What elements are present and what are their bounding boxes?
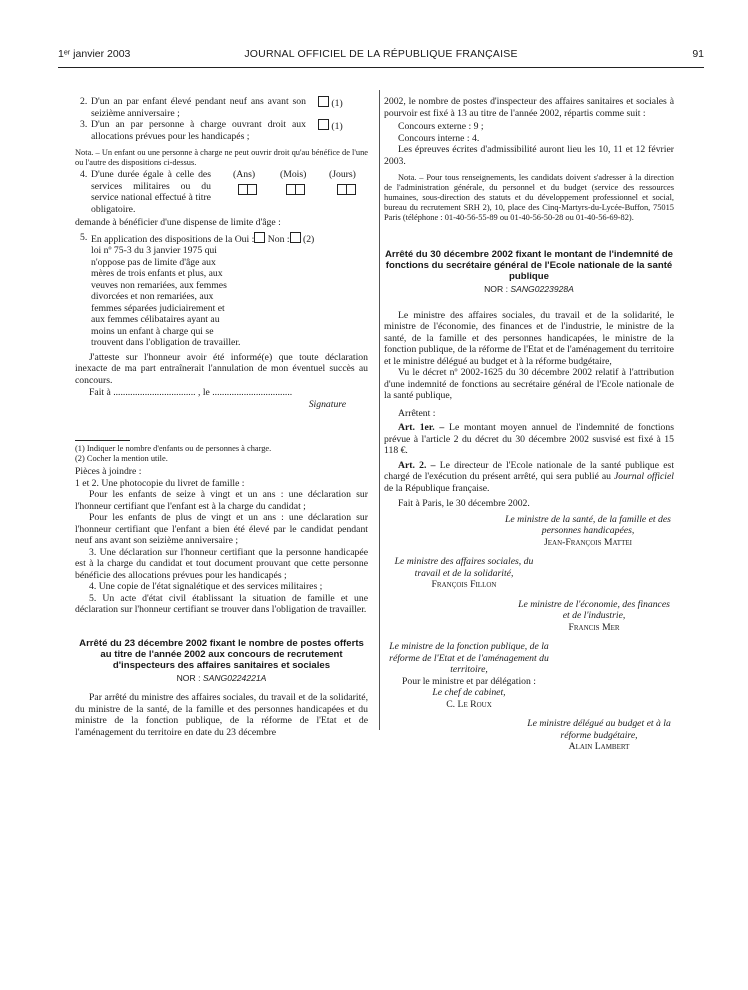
signatory-name: C. Le Roux bbox=[446, 698, 492, 710]
header-page-number: 91 bbox=[692, 48, 704, 60]
article-text: Le directeur de l'Ecole nationale de la santé publique est chargé de l'exécution du présent arrêté, qui sera publié au bbox=[384, 459, 675, 482]
pieces-title: Pièces à joindre : bbox=[75, 466, 142, 477]
signature-label: Signature bbox=[308, 398, 346, 410]
visa-decret: Vu le décret nº 2002-1625 du 30 décembre 2002 relatif à l'attribution d'une indemnité de fonctions au secrétaire général de l'Ecole nationale de la santé publique, bbox=[384, 367, 674, 401]
form-item-4 bbox=[75, 169, 368, 217]
article-text: de la République française. bbox=[384, 482, 490, 494]
fait-a-line: Fait à .................................. , le ................................. bbox=[89, 387, 293, 398]
arrete-title: Arrêté du 23 décembre 2002 fixant le nombre de postes offerts au titre de l'année 2002 aux concours de recrutement d'inspecteurs des affaires sanitaires et sociales bbox=[79, 637, 364, 671]
item-text: D'un an par enfant élevé pendant neuf ans avant son seizième anniversaire ; bbox=[91, 96, 306, 119]
non-checkbox[interactable] bbox=[290, 232, 301, 243]
article-2 bbox=[384, 460, 674, 495]
oui-checkbox[interactable] bbox=[254, 232, 265, 243]
header-journal-title: JOURNAL OFFICIEL DE LA RÉPUBLIQUE FRANÇAISE bbox=[244, 48, 518, 60]
column-divider bbox=[379, 90, 380, 730]
checkbox[interactable] bbox=[318, 96, 329, 107]
item-number: 2. bbox=[80, 96, 88, 107]
signature-block-2 bbox=[384, 556, 544, 591]
nor-code: SANG0223928A bbox=[510, 284, 574, 294]
footnote-rule bbox=[75, 440, 130, 441]
signatory-title: Le ministre de la santé, de la famille et des personnes handicapées, bbox=[505, 513, 671, 536]
footnote-2: (2) Cocher la mention utile. bbox=[75, 454, 168, 463]
signatory-title: Le ministre des affaires sociales, du travail et de la solidarité, bbox=[394, 556, 534, 579]
piece-item: Pour les enfants de plus de vingt et un ans : une déclaration sur l'honneur certifiant que l'enfant a bien été élevé par le candidat pendant neuf ans avant son seizième anniversaire ; bbox=[75, 512, 368, 546]
nota-left: Nota. – Un enfant ou une personne à charge ne peut ouvrir droit qu'au bénéfice de l'une ou l'autre des dispositions ci-dessus. bbox=[75, 148, 368, 167]
item-number: 5. bbox=[80, 231, 88, 243]
article-text: Le montant moyen annuel de l'indemnité de fonctions prévue à l'article 2 du décret du 30 décembre 2002 susvisé est fixé à 15 118 €. bbox=[384, 422, 675, 456]
nor-reference bbox=[384, 284, 674, 296]
arretent: Arrêtent : bbox=[398, 407, 436, 419]
item5-head-line bbox=[91, 232, 368, 246]
piece-item: 4. Une copie de l'état signalétique et des services militaires ; bbox=[89, 581, 323, 592]
signatory-name: François Fillon bbox=[431, 579, 497, 590]
checkbox[interactable] bbox=[318, 119, 329, 130]
journal-officiel-ref: Journal officiel bbox=[613, 471, 674, 482]
nota-right: Nota. – Pour tous renseignements, les candidats doivent s'adresser à la direction de l'administration générale, du personnel et du budget (service des ressources humaines, sous-direction des statuts et du développement professionnel et social, bureau du recrutement SRH 2), 10, place des Cinq-Martyrs-du-Lycée-Buffon, 75015 Paris (téléphone : 01-40-56-55-89 ou 01-40-56-50-28 ou 01-40-56-69-82). bbox=[384, 173, 674, 222]
right-column bbox=[384, 96, 674, 753]
form-item-3 bbox=[75, 119, 368, 142]
footnote-1: (1) Indiquer le nombre d'enfants ou de personnes à charge. bbox=[75, 444, 272, 453]
signature-block-4 bbox=[384, 641, 554, 710]
header-rule bbox=[58, 67, 704, 68]
footnote-mark: (2) bbox=[302, 233, 315, 245]
piece-item: 3. Une déclaration sur l'honneur certifiant que la personne handicapée est à la charge du candidat et tout document prouvant que cette personne bénéficie des allocations prévues pour les handicapés ; bbox=[75, 546, 368, 581]
running-header bbox=[58, 48, 704, 64]
item5-head: En application des dispositions de la bbox=[91, 233, 233, 245]
signatory-name: Jean-François Mattei bbox=[544, 536, 632, 548]
left-column bbox=[75, 96, 368, 738]
footnote-mark: (1) bbox=[331, 121, 343, 132]
demande-text: demande à bénéficier d'une dispense de limite d'âge : bbox=[75, 217, 281, 228]
nor-code: SANG0224221A bbox=[202, 672, 267, 683]
signature-block-3 bbox=[514, 599, 674, 634]
fait-a-paris: Fait à Paris, le 30 décembre 2002. bbox=[398, 498, 530, 509]
signatory-title: Le ministre de la fonction publique, de la réforme de l'Etat et de l'aménagement du territoire, bbox=[389, 641, 549, 675]
article-label: Art. 1er. – bbox=[398, 422, 445, 433]
piece-item: 5. Un acte d'état civil établissant la situation de famille et une déclaration sur l'honneur certifiant se trouver dans l'obligation de travailler. bbox=[75, 592, 368, 615]
visa-ministres: Le ministre des affaires sociales, du travail et de la solidarité, le ministre de l'économie, des finances et de l'industrie, le ministre de la santé, de la famille et des personnes handicapées, le ministre de la fonction publique, de la réforme de l'Etat et de l'aménagement du territoire et le ministre délégué au budget et à la réforme budgétaire, bbox=[384, 309, 674, 367]
header-date: 1ᵉʳ janvier 2003 bbox=[58, 48, 131, 60]
piece-item: 1 et 2. Une photocopie du livret de famille : bbox=[75, 477, 245, 489]
signatory-title: Le ministre délégué au budget et à la réforme budgétaire, bbox=[527, 718, 671, 741]
concours-externe: Concours externe : 9 ; bbox=[398, 121, 484, 132]
item5-text: loi nº 75-3 du 3 janvier 1975 qui n'oppose pas de limite d'âge aux mères de trois enfants et plus, aux veuves non remariées, aux femmes divorcées et non remariées, aux femmes séparées judiciairement et aux femmes célibataires ayant au moins un enfant à charge qui se trouvent dans l'obligation de travailler. bbox=[91, 245, 241, 348]
signatory-role: Le chef de cabinet, bbox=[432, 687, 506, 698]
item-number: 3. bbox=[80, 119, 88, 130]
article-1 bbox=[384, 422, 674, 457]
concours-interne: Concours interne : 4. bbox=[398, 132, 480, 144]
form-item-5 bbox=[75, 232, 368, 349]
arrete-continuation: 2002, le nombre de postes d'inspecteur des affaires sanitaires et sociales à pourvoir est fixé à 13 au titre de l'année 2002, répartis comme suit : bbox=[384, 96, 674, 119]
signatory-name: Francis Mer bbox=[568, 621, 620, 633]
nor-reference bbox=[75, 673, 368, 685]
oui-label: Oui : bbox=[234, 233, 255, 245]
signatory-title: Le ministre de l'économie, des finances et de l'industrie, bbox=[518, 598, 670, 621]
form-item-2 bbox=[75, 96, 368, 119]
attestation: J'atteste sur l'honneur avoir été informé(e) que toute déclaration inexacte de ma part entraînerait l'annulation de mon éventuel succès au concours. bbox=[75, 351, 368, 386]
signature-block-1 bbox=[502, 514, 674, 549]
nor-label: NOR : bbox=[176, 672, 201, 683]
epreuves-dates: Les épreuves écrites d'admissibilité auront lieu les 10, 11 et 12 février 2003. bbox=[384, 144, 674, 167]
signatory-name: Alain Lambert bbox=[568, 741, 630, 752]
arrete-body: Par arrêté du ministre des affaires sociales, du travail et de la solidarité, du ministre de la santé, de la famille et des personnes handicapées et du ministre de la fonction publique, de la réforme de l'Etat et de l'aménagement du territoire en date du 23 décembre bbox=[75, 692, 368, 738]
item-checkbox-group bbox=[318, 96, 368, 110]
delegation-line: Pour le ministre et par délégation : bbox=[402, 675, 536, 687]
piece-item: Pour les enfants de seize à vingt et un ans : une déclaration sur l'honneur certifiant que l'enfant est à la charge du candidat ; bbox=[75, 489, 368, 512]
item-checkbox-group bbox=[318, 119, 368, 133]
non-label: Non : bbox=[267, 233, 290, 245]
item-number: 4. bbox=[80, 169, 88, 180]
days-label: (Jours) bbox=[329, 169, 356, 180]
footnote-mark: (1) bbox=[331, 98, 343, 109]
years-boxes[interactable] bbox=[238, 184, 256, 198]
months-boxes[interactable] bbox=[286, 184, 304, 198]
arrete-title: Arrêté du 30 décembre 2002 fixant le montant de l'indemnité de fonctions du secrétaire général de l'Ecole nationale de la santé publique bbox=[384, 249, 674, 282]
years-label: (Ans) bbox=[233, 169, 256, 180]
months-label: (Mois) bbox=[280, 169, 307, 180]
item-text: D'une durée égale à celle des services militaires ou du service national effectué à titre obligatoire. bbox=[91, 169, 211, 215]
signature-block-5 bbox=[524, 718, 674, 753]
item-text: D'un an par personne à charge ouvrant droit aux allocations prévues pour les handicapés ; bbox=[91, 119, 306, 142]
nor-label: NOR : bbox=[484, 284, 508, 294]
days-boxes[interactable] bbox=[337, 184, 355, 198]
article-label: Art. 2. – bbox=[398, 459, 436, 471]
